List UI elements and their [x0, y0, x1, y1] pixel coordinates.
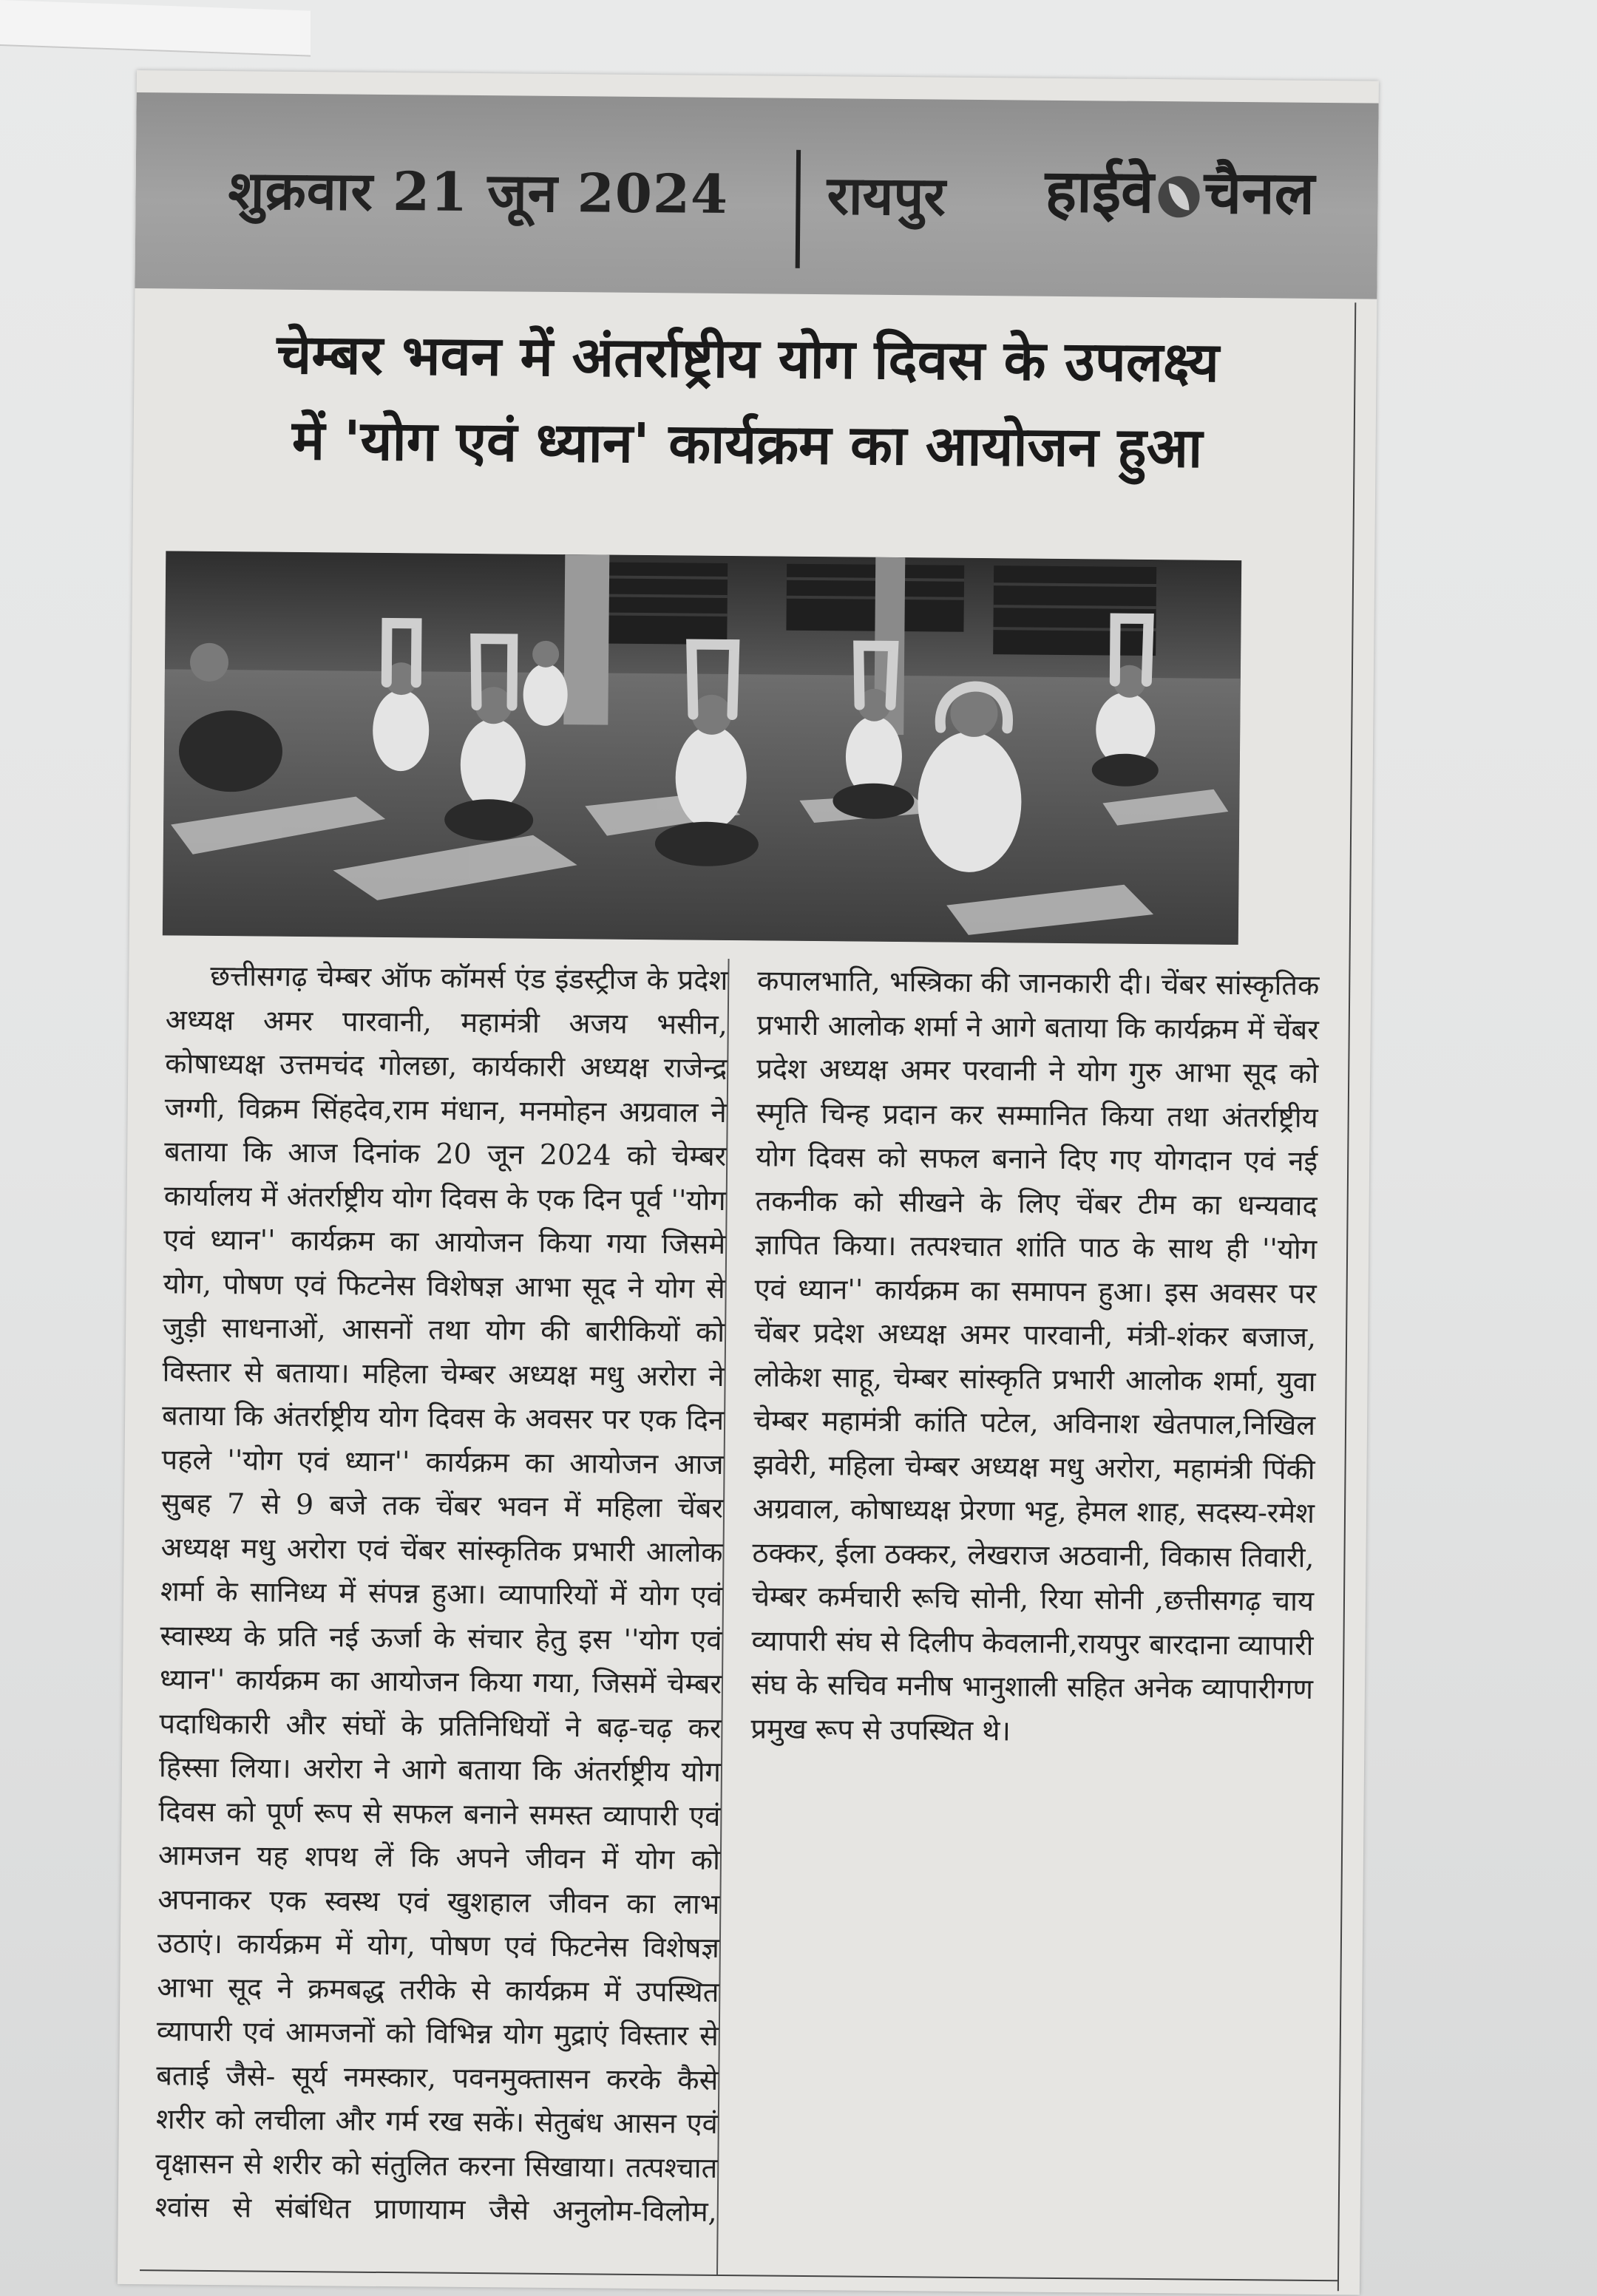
- brand-right: चैनल: [1204, 157, 1315, 228]
- frame-rule-right: [1337, 302, 1356, 2291]
- newspaper-name: [1045, 149, 1315, 231]
- yoga-session-photo: [163, 551, 1241, 945]
- issue-date: शुक्रवार 21 जून 2024: [228, 158, 729, 225]
- article-body: [155, 954, 1319, 2280]
- headline: [155, 310, 1340, 492]
- masthead-divider: [796, 150, 801, 268]
- article-text: छत्तीसगढ़ चेम्बर ऑफ कॉमर्स एंड इंडस्ट्रीज के प्रदेश अध्यक्ष अमर पारवानी, महामंत्री अजय भसीन, कोषाध्यक्ष उत्तमचंद गोलछा, कार्यकारी अध्यक्ष राजेन्द्र जग्गी, विक्रम सिंहदेव,राम मंधान, मनमोहन अग्रवाल ने बताया कि आज दिनांक 20 जून 2024 को चेम्बर कार्यालय में अंतर्राष्ट्रीय योग दिवस के एक दिन पूर्व ''योग एवं ध्यान'' कार्यक्रम का आयोजन किया गया जिसमे योग, पोषण एवं फिटनेस विशेषज्ञ आभा सूद ने योग से जुड़ी साधनाओं, आसनों तथा योग की बारीकियों को विस्तार से बताया। महिला चेम्बर अध्यक्ष मधु अरोरा ने बताया कि अंतर्राष्ट्रीय योग दिवस के अवसर पर एक दिन पहले ''योग एवं ध्यान'' कार्यक्रम का आयोजन आज सुबह 7 से 9 बजे तक चेंबर भवन में महिला चेंबर अध्यक्ष मधु अरोरा एवं चेंबर सांस्कृतिक प्रभारी आलोक शर्मा के सानिध्य में संपन्न हुआ। व्यापारियों में योग एवं स्वास्थ्य के प्रति नई ऊर्जा के संचार हेतु इस ''योग एवं ध्यान'' कार्यक्रम का आयोजन किया गया, जिसमें चेम्बर पदाधिकारी और संघों के प्रतिनिधियों ने बढ़-चढ़ कर हिस्सा लिया। अरोरा ने आगे बताया कि अंतर्राष्ट्रीय योग दिवस को पूर्ण रूप से सफल बनाने समस्त व्यापारी एवं आमजन यह शपथ लें कि अपने जीवन में योग को अपनाकर एक स्वस्थ एवं खुशहाल जीवन का लाभ उठाएं। कार्यक्रम में योग, पोषण एवं फिटनेस विशेषज्ञ आभा सूद ने क्रमबद्ध तरीके से कार्यक्रम में उपस्थित व्यापारी एवं आमजनों को विभिन्न योग मुद्राएं विस्तार से बताई जैसे- सूर्य नमस्कार, पवनमुक्तासन करके कैसे शरीर को लचीला और गर्म रख सकें। सेतुबंध आसन एवं वृक्षासन से शरीर को संतुलित करना सिखाया। तत्पश्चात श्वांस से संबंधित प्राणायाम जैसे अनुलोम-विलोम, कपालभाति, भस्त्रिका की जानकारी दी। चेंबर सांस्कृतिक प्रभारी आलोक शर्मा ने आगे बताया कि कार्यक्रम में चेंबर प्रदेश अध्यक्ष अमर परवानी ने योग गुरु आभा सूद को स्मृति चिन्ह प्रदान कर सम्मानित किया तथा अंतर्राष्ट्रीय योग दिवस को सफल बनाने दिए गए योगदान एवं नई तकनीक को सीखने के लिए चेंबर टीम का धन्यवाद ज्ञापित किया। तत्पश्चात शांति पाठ के साथ ही ''योग एवं ध्यान'' कार्यक्रम का समापन हुआ। इस अवसर पर चेंबर प्रदेश अध्यक्ष अमर पारवानी, मंत्री-शंकर बजाज, लोकेश साहू, चेम्बर सांस्कृति प्रभारी आलोक शर्मा, युवा चेम्बर महामंत्री कांति पटेल, अविनाश खेतपाल,निखिल झवेरी, महिला चेम्बर अध्यक्ष मधु अरोरा, महामंत्री पिंकी अग्रवाल, कोषाध्यक्ष प्रेरणा भट्ट, हेमल शाह, सदस्य-रमेश ठक्कर, ईला ठक्कर, लेखराज अठवानी, विकास तिवारी, चेम्बर कर्मचारी रूचि सोनी, रिया सोनी ,छत्तीसगढ़ चाय व्यापारी संघ से दिलीप केवलानी,रायपुर बारदाना व्यापारी संघ के सचिव मनीष भानुशाली सहित अनेक व्यापारीगण प्रमुख रूप से उपस्थित थे।: [155, 959, 1320, 2228]
- leaf-logo-icon: [1158, 176, 1199, 217]
- newspaper-clipping: [118, 70, 1379, 2295]
- headline-line-2: में 'योग एवं ध्यान' कार्यक्रम का आयोजन हुआ: [291, 408, 1203, 480]
- brand-left: हाईवे: [1045, 155, 1154, 227]
- headline-line-1: चेम्बर भवन में अंतर्राष्ट्रीय योग दिवस के उपलक्ष्य: [276, 322, 1220, 395]
- edition-city: रायपुर: [827, 163, 946, 228]
- masthead-band: [135, 92, 1378, 299]
